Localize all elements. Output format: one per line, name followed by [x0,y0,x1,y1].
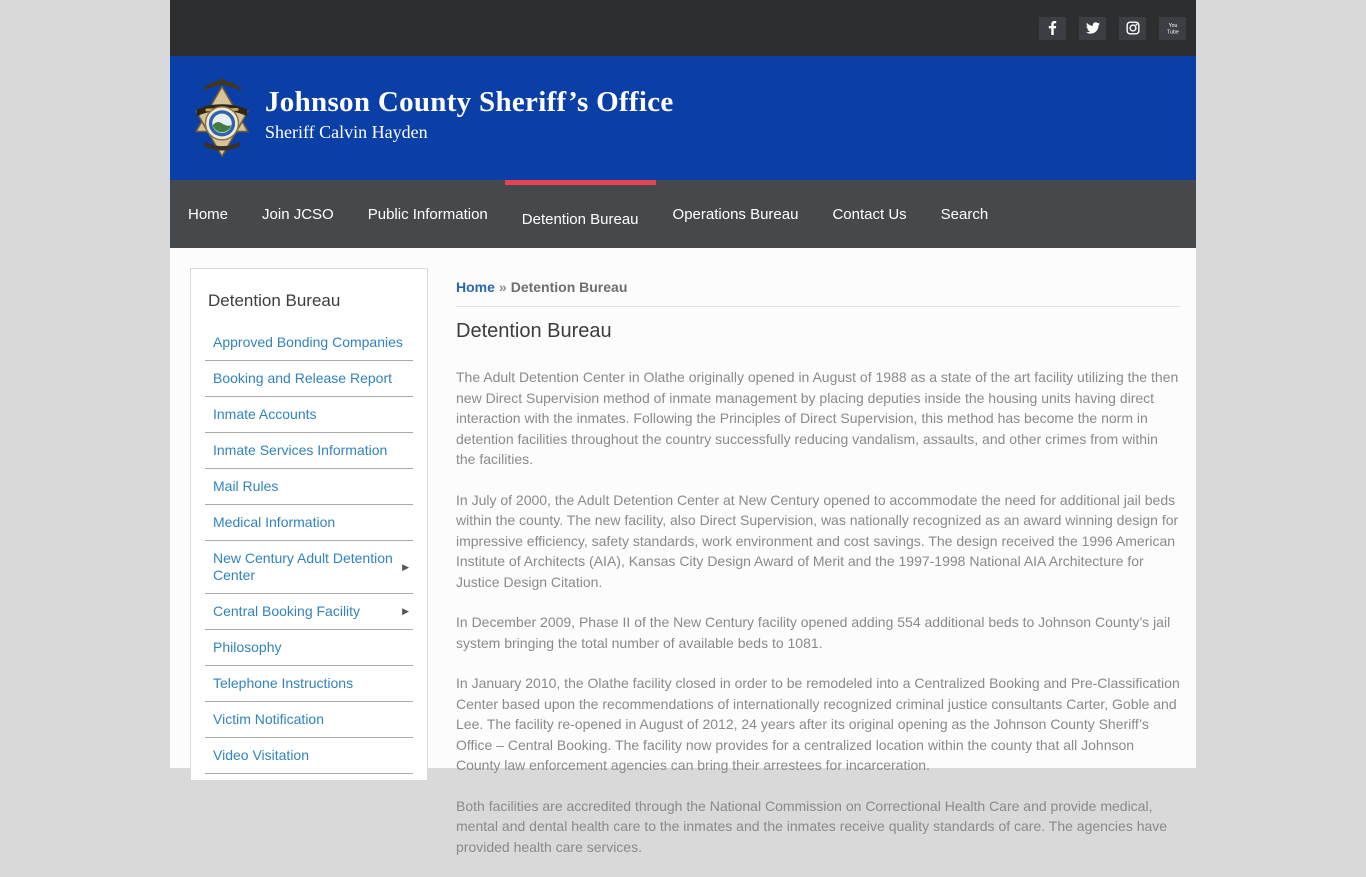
main-content [456,279,1180,877]
sidebar-item-new-century-adult-detention-center[interactable]: New Century Adult Detention Center ▶ [205,541,413,594]
breadcrumb-home-link[interactable]: Home [456,279,495,295]
paragraph-history-olathe: The Adult Detention Center in Olathe originally opened in August of 1988 as a state of the art facility utilizing the then new Direct Supervision method of inmate management by placing deputies inside the housing units having direct interaction with the inmates. Following the Principles of Direct Supervision, this method has become the norm in detention facilities throughout the country successfully reducing vandalism, assaults, and other crimes from within the facilities. [456,369,1179,467]
main-nav [170,180,1196,248]
nav-item-home[interactable]: Home [188,205,229,223]
nav-item-join-jcso[interactable]: Join JCSO [262,205,334,223]
sidebar-item-video-visitation[interactable]: Video Visitation [205,738,413,774]
facebook-icon[interactable] [1039,17,1066,40]
paragraph-phase-2-2009: In December 2009, Phase II of the New Century facility opened adding 554 additional beds to Johnson County’s jail system bringing the total number of available beds to 1081. [456,614,1171,651]
nav-item-detention-bureau[interactable]: Detention Bureau [505,180,656,248]
paragraph-accreditation: Both facilities are accredited through the National Commission on Correctional Health Care and provide medical, mental and dental health care to the inmates and the inmates receive quality standards of care. The agencies have provided health care services. [456,797,1168,855]
sidebar-item-philosophy[interactable]: Philosophy [205,630,413,666]
breadcrumb-separator: » [498,279,507,295]
svg-text:You: You [1168,23,1177,29]
site-title: Johnson County Sheriff’s Office [265,86,674,118]
youtube-icon[interactable] [1159,17,1186,40]
site-subtitle: Sheriff Calvin Hayden [265,122,428,142]
sidebar-item-mail-rules[interactable]: Mail Rules [205,469,413,505]
breadcrumb-current: Detention Bureau [510,279,628,295]
top-social-bar [170,0,1196,56]
submenu-arrow-icon: ▶ [402,606,409,616]
sidebar-title: Detention Bureau [208,291,341,310]
sheriff-badge-logo[interactable] [188,69,256,165]
content-region [170,248,1196,855]
sidebar-item-central-booking-facility[interactable]: Central Booking Facility ▶ [205,594,413,630]
page-title: Detention Bureau [456,320,612,342]
instagram-icon[interactable] [1119,17,1146,40]
nav-item-operations-bureau[interactable]: Operations Bureau [672,205,799,223]
breadcrumb-divider [456,306,1180,307]
site-header [170,56,1196,180]
sidebar-item-telephone-instructions[interactable]: Telephone Instructions [205,666,413,702]
twitter-icon[interactable] [1079,17,1106,40]
sidebar [190,268,428,781]
sidebar-item-medical-information[interactable]: Medical Information [205,505,413,541]
page-wrapper [170,0,1196,855]
paragraph-new-century-2000: In July of 2000, the Adult Detention Center at New Century opened to accommodate the need for additional jail beds within the county. The new facility, also Direct Supervision, was nationally recognized as an award winning design for impressive efficiency, safety standards, work environment and cost savings. The design received the 1996 American Institute of Architects (AIA), Kansas City Design Award of Merit and the 1997-1998 National AIA Architecture for Justice Design Citation. [456,491,1179,590]
sidebar-item-victim-notification[interactable]: Victim Notification [205,702,413,738]
breadcrumb [456,279,1180,295]
sidebar-menu [205,325,413,774]
header-titles [265,86,674,143]
paragraph-central-booking-2010: In January 2010, the Olathe facility closed in order to be remodeled into a Centralized Booking and Pre-Classification Center based upon the recommendations of internationally recognized criminal justice consultants Carter, Goble and Lee. The facility re-opened in August of 2012, 24 years after its original opening as the Johnson County Sheriff’s Office – Central Booking. The facility now provides for a centralized location within the county that all Johnson County law enforcement agencies can bring their arrestees for incarceration. [456,675,1180,773]
nav-item-search[interactable]: Search [940,205,989,223]
submenu-arrow-icon: ▶ [402,561,409,572]
sidebar-item-booking-and-release-report[interactable]: Booking and Release Report [205,361,413,397]
nav-item-public-information[interactable]: Public Information [367,205,488,223]
sidebar-item-approved-bonding-companies[interactable]: Approved Bonding Companies [205,325,413,361]
social-links [1039,17,1186,40]
nav-item-contact-us[interactable]: Contact Us [832,205,907,223]
svg-text:Tube: Tube [1166,29,1179,36]
sidebar-item-inmate-accounts[interactable]: Inmate Accounts [205,397,413,433]
sidebar-item-inmate-services-information[interactable]: Inmate Services Information [205,433,413,469]
